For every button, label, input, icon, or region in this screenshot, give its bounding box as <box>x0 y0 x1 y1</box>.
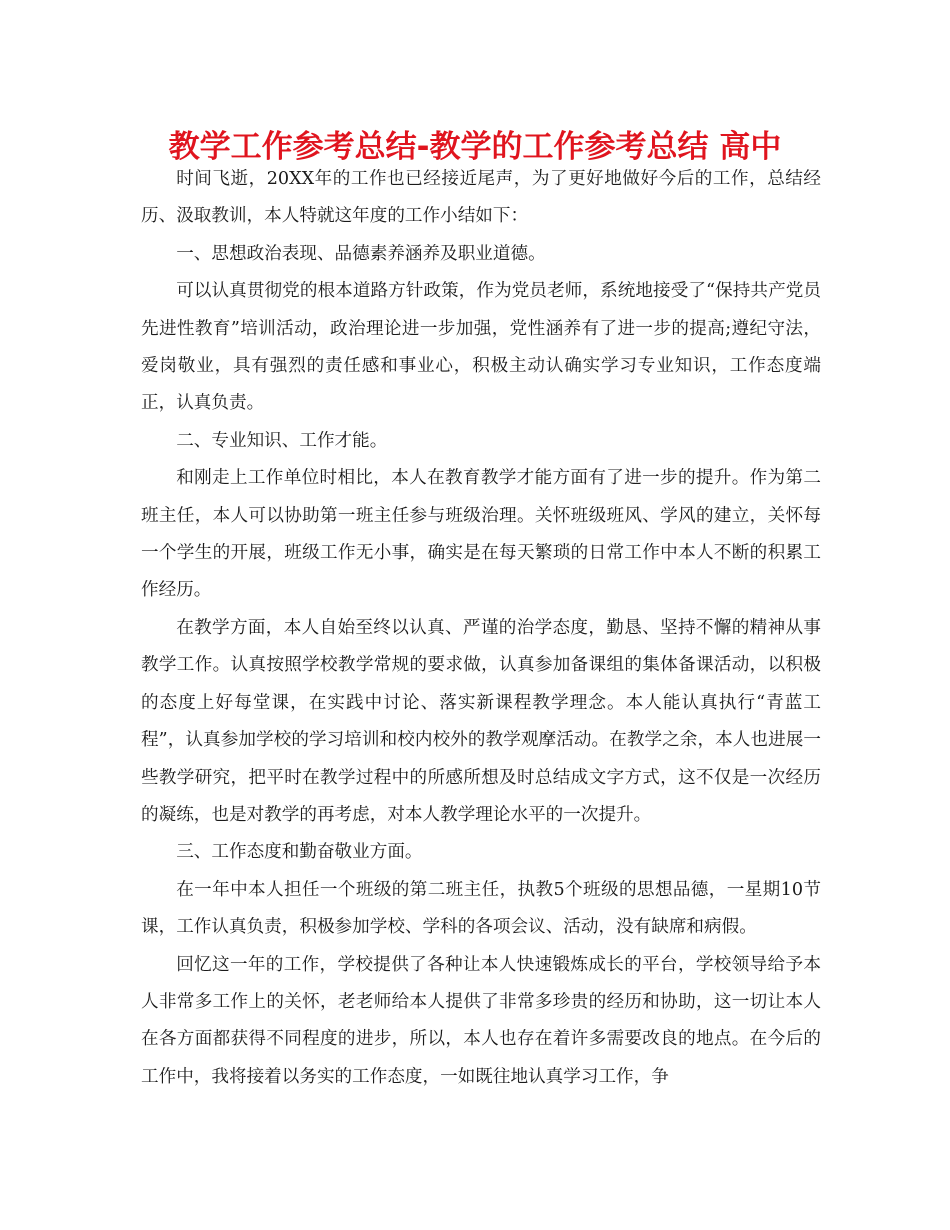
section-heading-3: 三、工作态度和勤奋敬业方面。 <box>176 842 423 863</box>
section-heading-1: 一、思想政治表现、品德素养涵养及职业道德。 <box>176 243 546 264</box>
section-heading-2: 二、专业知识、工作才能。 <box>176 430 388 451</box>
paragraph-teaching: 在教学方面，本人自始至终以认真、严谨的治学态度，勤恳、坚持不懈的精神从事教学工作。认真按照学校教学常规的要求做，认真参加备课组的集体备课活动，以积极的态度上好每堂课，在实践中讨论、落实新课程教学理念。本人能认真执行“青蓝工程”，认真参加学校的学习培训和校内校外的教学观摩活动。在教学之余，本人也进展一些教学研究，把平时在教学过程中的所感所想及时总结成文字方式，这不仅是一次经历的凝练，也是对教学的再考虑，对本人教学理论水平的一次提升。 <box>141 617 821 825</box>
paragraph-attitude: 在一年中本人担任一个班级的第二班主任，执教5个班级的思想品德，一星期10节课，工作认真负责，积极参加学校、学科的各项会议、活动，没有缺席和病假。 <box>141 879 821 938</box>
paragraph-skills: 和刚走上工作单位时相比，本人在教育教学才能方面有了进一步的提升。作为第二班主任，本人可以协助第一班主任参与班级治理。关怀班级班风、学风的建立，关怀每一个学生的开展，班级工作无小事，确实是在每天繁琐的日常工作中本人不断的积累工作经历。 <box>141 468 821 601</box>
paragraph-review: 回忆这一年的工作，学校提供了各种让本人快速锻炼成长的平台，学校领导给予本人非常多工作上的关怀，老老师给本人提供了非常多珍贵的经历和协助，这一切让本人在各方面都获得不同程度的进步，所以，本人也存在着许多需要改良的地点。在今后的工作中，我将接着以务实的工作态度，一如既往地认真学习工作，争 <box>141 954 821 1087</box>
document-title: 教学工作参考总结-教学的工作参考总结 高中 <box>168 129 782 165</box>
paragraph-politics: 可以认真贯彻党的根本道路方针政策，作为党员老师，系统地接受了“保持共产党员先进性教育”培训活动，政治理论进一步加强，党性涵养有了进一步的提高;遵纪守法，爱岗敬业，具有强烈的责任感和事业心，积极主动认确实学习专业知识，工作态度端正，认真负责。 <box>141 281 821 414</box>
paragraph-intro: 时间飞逝，20XX年的工作也已经接近尾声，为了更好地做好今后的工作，总结经历、汲取教训，本人特就这年度的工作小结如下： <box>141 169 821 227</box>
document-body <box>141 161 821 1096</box>
